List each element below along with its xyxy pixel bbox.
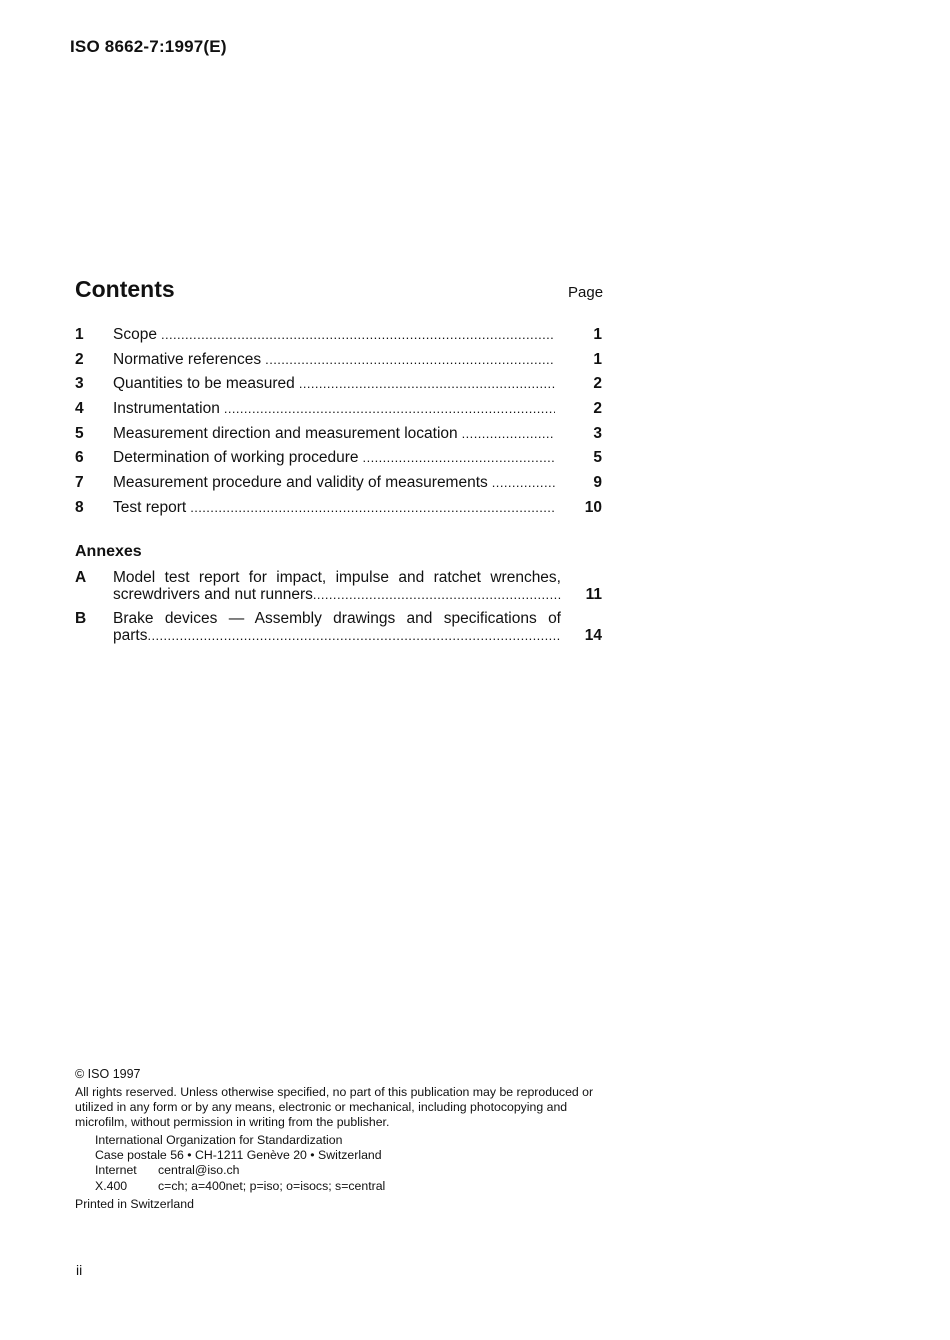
publisher-address	[95, 1133, 615, 1194]
annex-title-line: Brake devices — Assembly drawings and specifications of	[113, 610, 561, 627]
toc-entry-page: 1	[593, 350, 602, 368]
internet-label: Internet	[95, 1163, 137, 1178]
organization-name: International Organization for Standardization	[95, 1133, 343, 1147]
annex-entry-page: 11	[585, 586, 602, 603]
toc-entry-title: Measurement direction and measurement location .....	[113, 422, 555, 447]
annex-title-line: parts .....	[113, 627, 561, 644]
annex-entry-page: 14	[584, 627, 602, 644]
toc-entry-page: 9	[593, 474, 602, 492]
toc-entry-number: 7	[75, 474, 84, 492]
annex-entry-letter: B	[75, 610, 87, 627]
postal-address: Case postale 56 • CH-1211 Genève 20 • Switzerland	[95, 1148, 382, 1163]
rights-statement: All rights reserved. Unless otherwise specified, no part of this publication may be reproduced or utilized in any form or by any means, electronic or mechanical, including photocopying and microfilm, without permission in writing from the publisher.	[75, 1085, 594, 1129]
annex-entry-title	[113, 569, 561, 603]
annex-entry[interactable]	[75, 569, 605, 605]
annex-entry-letter: A	[75, 569, 87, 586]
toc-entry-number: 6	[75, 449, 84, 467]
toc-entry[interactable]	[75, 422, 605, 447]
toc-entry-page: 5	[593, 449, 602, 467]
toc-entry-title: Measurement procedure and validity of measurements .....	[113, 471, 555, 496]
toc-entry[interactable]	[75, 496, 605, 521]
toc-entry-page: 1	[593, 326, 602, 343]
x400-row	[95, 1179, 615, 1194]
annex-entry[interactable]	[75, 610, 605, 646]
annex-entry-title	[113, 610, 561, 644]
standard-identifier: ISO 8662-7:1997(E)	[70, 37, 227, 56]
printed-in: Printed in Switzerland	[75, 1196, 194, 1211]
toc-entry-page: 10	[584, 498, 602, 516]
toc-entry[interactable]	[75, 471, 605, 496]
toc-entry-title: Normative references .....	[113, 348, 555, 373]
table-of-contents	[75, 323, 605, 521]
annex-title-line: screwdrivers and nut runners .....	[113, 586, 561, 603]
page-number: ii	[76, 1262, 83, 1278]
toc-entry-number: 3	[75, 375, 84, 393]
toc-entry-number: 2	[75, 350, 84, 368]
x400-label: X.400	[95, 1178, 128, 1193]
toc-entry-page: 2	[593, 375, 602, 393]
annexes-heading: Annexes	[75, 543, 142, 560]
internet-address[interactable]: central@iso.ch	[158, 1163, 240, 1178]
contents-heading: Contents	[75, 276, 175, 302]
toc-entry-page: 3	[593, 424, 602, 442]
page-column-label: Page	[568, 284, 604, 301]
toc-entry-title: Instrumentation .....	[113, 397, 555, 422]
toc-entry-number: 8	[75, 498, 84, 516]
toc-entry[interactable]	[75, 372, 605, 397]
copyright-notice: © ISO 1997	[75, 1067, 141, 1081]
x400-address: c=ch; a=400net; p=iso; o=isocs; s=central	[158, 1178, 386, 1193]
internet-row	[95, 1163, 615, 1178]
toc-entry-title: Test report .....	[113, 496, 555, 521]
toc-entry-number: 1	[75, 326, 84, 343]
toc-entry[interactable]	[75, 348, 605, 373]
toc-entry[interactable]	[75, 446, 605, 471]
toc-entry-number: 4	[75, 400, 84, 418]
toc-entry[interactable]	[75, 397, 605, 422]
copyright-block	[75, 1067, 615, 1211]
toc-entry-number: 5	[75, 424, 84, 442]
toc-entry[interactable]	[75, 323, 605, 348]
toc-entry-title: Determination of working procedure .....	[113, 446, 555, 471]
toc-entry-page: 2	[593, 400, 602, 418]
annex-title-line: Model test report for impact, impulse and ratchet wrenches,	[113, 569, 561, 586]
toc-entry-title: Quantities to be measured .....	[113, 372, 555, 397]
toc-entry-title: Scope .....	[113, 323, 555, 348]
